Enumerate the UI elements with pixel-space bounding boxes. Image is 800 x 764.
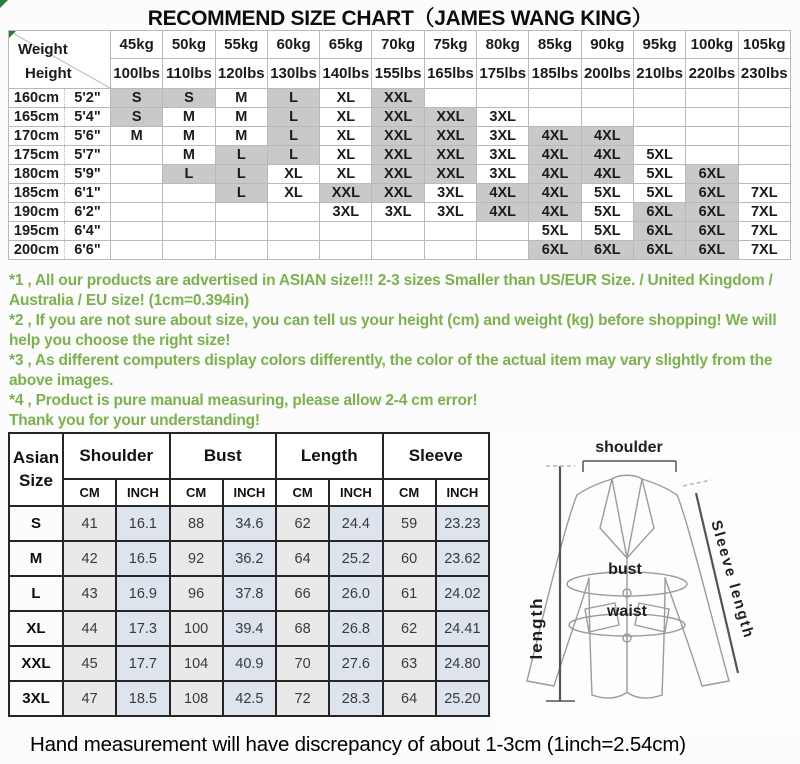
size-cell: XL	[267, 184, 319, 203]
size-cell	[477, 222, 529, 241]
size-cell: M	[163, 108, 215, 127]
length-label: length	[527, 596, 546, 660]
size-cell: XXL	[372, 127, 424, 146]
group-header: Length	[276, 433, 383, 479]
measure-value-cell: 63	[383, 646, 436, 681]
size-cell	[111, 184, 163, 203]
height-ft-cell: 5'6"	[65, 127, 111, 146]
measure-value-cell: 24.80	[436, 646, 489, 681]
measure-value-cell: 61	[383, 576, 436, 611]
measure-value-cell: 44	[63, 611, 116, 646]
lbs-header-cell: 140lbs	[320, 59, 372, 89]
measure-value-cell: 23.23	[436, 506, 489, 541]
size-cell: S	[111, 89, 163, 108]
size-chart-body	[9, 89, 791, 260]
size-cell: M	[163, 146, 215, 165]
size-cell: M	[215, 108, 267, 127]
kg-header-cell: 45kg	[111, 31, 163, 59]
size-cell: 6XL	[581, 241, 633, 260]
size-cell	[424, 89, 476, 108]
lbs-header-cell: 175lbs	[477, 59, 529, 89]
size-cell: 5XL	[529, 222, 581, 241]
measure-table-body	[9, 506, 489, 716]
kg-header-cell: 60kg	[267, 31, 319, 59]
height-cm-cell: 200cm	[9, 241, 65, 260]
measure-value-cell: 41	[63, 506, 116, 541]
height-ft-cell: 5'2"	[65, 89, 111, 108]
measure-value-cell: 26.8	[329, 611, 382, 646]
unit-header: INCH	[329, 479, 382, 506]
measure-row	[9, 646, 489, 681]
measure-value-cell: 60	[383, 541, 436, 576]
size-cell: 6XL	[686, 184, 738, 203]
note-line: *3 , As different computers display colors differently, the color of the actual item may vary slightly from the above images.	[9, 352, 773, 389]
size-cell	[215, 222, 267, 241]
size-cell: M	[111, 127, 163, 146]
height-cm-cell: 190cm	[9, 203, 65, 222]
measure-value-cell: 24.41	[436, 611, 489, 646]
size-cell: 7XL	[738, 241, 790, 260]
size-cell: 6XL	[633, 241, 685, 260]
kg-header-cell: 70kg	[372, 31, 424, 59]
size-cell: 6XL	[633, 222, 685, 241]
size-cell	[477, 89, 529, 108]
note-line: Thank you for your understanding!	[9, 412, 260, 429]
size-cell: L	[267, 108, 319, 127]
size-cell: 4XL	[529, 146, 581, 165]
measure-value-cell: 47	[63, 681, 116, 716]
kg-header-cell: 80kg	[477, 31, 529, 59]
corner-cell	[9, 31, 111, 89]
height-cm-cell: 180cm	[9, 165, 65, 184]
size-cell: XL	[320, 89, 372, 108]
size-cell: M	[215, 127, 267, 146]
size-cell	[111, 165, 163, 184]
size-cell: XXL	[424, 108, 476, 127]
size-cell: S	[163, 89, 215, 108]
unit-header: CM	[63, 479, 116, 506]
size-cell: XXL	[424, 165, 476, 184]
weight-label: Weight	[18, 41, 68, 58]
kg-header-cell: 75kg	[424, 31, 476, 59]
size-cell: 5XL	[633, 146, 685, 165]
size-label-cell: L	[9, 576, 63, 611]
height-row	[9, 241, 791, 260]
measure-value-cell: 26.0	[329, 576, 382, 611]
measure-value-cell: 43	[63, 576, 116, 611]
size-cell: XL	[320, 146, 372, 165]
unit-header: INCH	[436, 479, 489, 506]
size-cell	[320, 222, 372, 241]
size-cell: 3XL	[320, 203, 372, 222]
size-cell	[111, 222, 163, 241]
size-cell: 4XL	[529, 184, 581, 203]
size-cell: M	[163, 127, 215, 146]
waist-label: waist	[606, 603, 648, 620]
size-label-cell: M	[9, 541, 63, 576]
measure-value-cell: 42.5	[223, 681, 276, 716]
size-cell	[163, 222, 215, 241]
size-cell	[267, 222, 319, 241]
height-ft-cell: 6'4"	[65, 222, 111, 241]
size-cell: L	[267, 89, 319, 108]
measure-value-cell: 59	[383, 506, 436, 541]
measure-value-cell: 17.7	[116, 646, 169, 681]
lbs-header-cell: 220lbs	[686, 59, 738, 89]
size-cell: 3XL	[424, 203, 476, 222]
group-header: Shoulder	[63, 433, 170, 479]
size-cell: 6XL	[686, 241, 738, 260]
size-cell	[111, 241, 163, 260]
measure-guides	[546, 461, 738, 701]
size-cell: XL	[320, 165, 372, 184]
size-cell	[215, 241, 267, 260]
note-line: *4 , Product is pure manual measuring, please allow 2-4 cm error!	[9, 392, 478, 409]
measure-value-cell: 72	[276, 681, 329, 716]
unit-header: CM	[383, 479, 436, 506]
size-cell	[581, 108, 633, 127]
size-cell	[529, 108, 581, 127]
height-label: Height	[25, 65, 72, 82]
measure-value-cell: 18.5	[116, 681, 169, 716]
size-cell: 3XL	[372, 203, 424, 222]
height-cm-cell: 170cm	[9, 127, 65, 146]
lbs-header-cell: 165lbs	[424, 59, 476, 89]
size-cell: 4XL	[529, 203, 581, 222]
measure-value-cell: 23.62	[436, 541, 489, 576]
size-cell	[738, 127, 790, 146]
height-cm-cell: 160cm	[9, 89, 65, 108]
group-header: Sleeve	[383, 433, 490, 479]
measure-value-cell: 37.8	[223, 576, 276, 611]
size-cell	[738, 146, 790, 165]
measure-value-cell: 70	[276, 646, 329, 681]
green-corner-marker-icon	[0, 0, 8, 8]
size-cell	[372, 241, 424, 260]
size-cell: L	[163, 165, 215, 184]
size-cell	[686, 146, 738, 165]
measure-group-row	[9, 433, 489, 479]
height-ft-cell: 6'2"	[65, 203, 111, 222]
size-cell	[267, 203, 319, 222]
asian-size-header: Asian Size	[9, 433, 63, 506]
measure-value-cell: 39.4	[223, 611, 276, 646]
size-cell: XL	[320, 108, 372, 127]
kg-header-cell: 95kg	[633, 31, 685, 59]
size-cell: 6XL	[633, 203, 685, 222]
lbs-header-cell: 130lbs	[267, 59, 319, 89]
height-cm-cell: 175cm	[9, 146, 65, 165]
measure-value-cell: 108	[170, 681, 223, 716]
size-cell: 6XL	[686, 165, 738, 184]
size-cell: 3XL	[477, 108, 529, 127]
measure-value-cell: 16.1	[116, 506, 169, 541]
size-cell: 5XL	[581, 203, 633, 222]
note-line: *1 , All our products are advertised in ASIAN size!!! 2-3 sizes Smaller than US/EUR Size. / United Kingdom / Australia / EU size! (1cm=0.394in)	[9, 272, 773, 309]
measure-value-cell: 36.2	[223, 541, 276, 576]
size-cell: 4XL	[529, 127, 581, 146]
measure-value-cell: 34.6	[223, 506, 276, 541]
measure-value-cell: 62	[276, 506, 329, 541]
size-cell	[738, 89, 790, 108]
measure-value-cell: 42	[63, 541, 116, 576]
size-cell: M	[215, 89, 267, 108]
height-row	[9, 184, 791, 203]
kg-header-cell: 100kg	[686, 31, 738, 59]
kg-header-cell: 55kg	[215, 31, 267, 59]
height-row	[9, 146, 791, 165]
unit-header: CM	[276, 479, 329, 506]
measure-value-cell: 66	[276, 576, 329, 611]
size-cell: 4XL	[581, 146, 633, 165]
measure-value-cell: 27.6	[329, 646, 382, 681]
notes	[9, 271, 789, 431]
height-ft-cell: 6'1"	[65, 184, 111, 203]
measure-unit-row	[9, 479, 489, 506]
measure-value-cell: 64	[276, 541, 329, 576]
size-cell	[633, 108, 685, 127]
size-cell	[633, 89, 685, 108]
size-cell: XXL	[372, 165, 424, 184]
size-cell: L	[267, 127, 319, 146]
size-cell: XL	[320, 127, 372, 146]
size-cell: 4XL	[529, 165, 581, 184]
shoulder-label: shoulder	[595, 439, 663, 456]
size-cell	[529, 89, 581, 108]
lbs-header-cell: 200lbs	[581, 59, 633, 89]
size-cell: L	[215, 146, 267, 165]
page-title: RECOMMEND SIZE CHART（JAMES WANG KING）	[147, 7, 653, 30]
size-cell: 6XL	[686, 203, 738, 222]
size-cell	[163, 203, 215, 222]
lbs-header-cell: 210lbs	[633, 59, 685, 89]
size-cell	[581, 89, 633, 108]
group-header: Bust	[170, 433, 277, 479]
size-cell	[686, 108, 738, 127]
size-cell: 6XL	[529, 241, 581, 260]
size-cell	[424, 241, 476, 260]
measure-row	[9, 506, 489, 541]
measure-value-cell: 62	[383, 611, 436, 646]
size-label-cell: XXL	[9, 646, 63, 681]
size-cell: 3XL	[477, 165, 529, 184]
height-ft-cell: 6'6"	[65, 241, 111, 260]
measure-value-cell: 17.3	[116, 611, 169, 646]
measure-value-cell: 88	[170, 506, 223, 541]
measure-value-cell: 24.4	[329, 506, 382, 541]
unit-header: INCH	[116, 479, 169, 506]
kg-header-cell: 85kg	[529, 31, 581, 59]
footer-note: Hand measurement will have discrepancy of about 1-3cm (1inch=2.54cm)	[30, 733, 686, 756]
size-cell: 6XL	[686, 222, 738, 241]
height-ft-cell: 5'9"	[65, 165, 111, 184]
size-cell: XXL	[424, 146, 476, 165]
size-chart-table	[8, 30, 791, 260]
size-cell: L	[215, 165, 267, 184]
size-cell: XXL	[372, 89, 424, 108]
height-row	[9, 165, 791, 184]
kg-header-cell: 65kg	[320, 31, 372, 59]
lbs-header-cell: 155lbs	[372, 59, 424, 89]
height-ft-cell: 5'4"	[65, 108, 111, 127]
lbs-header-row	[9, 59, 791, 89]
bust-label: bust	[608, 561, 642, 578]
lbs-header-cell: 230lbs	[738, 59, 790, 89]
size-cell: 7XL	[738, 184, 790, 203]
size-cell: XXL	[372, 108, 424, 127]
measure-value-cell: 16.9	[116, 576, 169, 611]
size-cell	[686, 89, 738, 108]
size-cell	[372, 222, 424, 241]
size-cell: XXL	[320, 184, 372, 203]
height-row	[9, 89, 791, 108]
height-row	[9, 127, 791, 146]
height-cm-cell: 185cm	[9, 184, 65, 203]
size-cell: XXL	[372, 146, 424, 165]
height-ft-cell: 5'7"	[65, 146, 111, 165]
size-cell: 3XL	[424, 184, 476, 203]
size-label-cell: 3XL	[9, 681, 63, 716]
size-label-cell: S	[9, 506, 63, 541]
measure-value-cell: 28.3	[329, 681, 382, 716]
sleeve-length-label: Sleeve length	[707, 518, 758, 642]
size-cell: 3XL	[477, 146, 529, 165]
lbs-header-cell: 185lbs	[529, 59, 581, 89]
size-cell: XXL	[372, 184, 424, 203]
size-cell	[686, 127, 738, 146]
kg-header-cell: 90kg	[581, 31, 633, 59]
measure-value-cell: 92	[170, 541, 223, 576]
size-cell: 4XL	[581, 127, 633, 146]
size-cell: 4XL	[477, 184, 529, 203]
green-corner-marker-icon	[9, 31, 16, 38]
size-cell: 5XL	[633, 184, 685, 203]
measure-value-cell: 64	[383, 681, 436, 716]
measure-value-cell: 100	[170, 611, 223, 646]
measure-value-cell: 16.5	[116, 541, 169, 576]
size-cell	[111, 146, 163, 165]
measure-value-cell: 25.20	[436, 681, 489, 716]
measure-row	[9, 576, 489, 611]
size-cell	[163, 184, 215, 203]
kg-header-row	[9, 31, 791, 59]
lbs-header-cell: 120lbs	[215, 59, 267, 89]
size-cell: XL	[267, 165, 319, 184]
size-cell: 7XL	[738, 222, 790, 241]
size-cell: S	[111, 108, 163, 127]
size-cell: 5XL	[581, 184, 633, 203]
measure-value-cell: 40.9	[223, 646, 276, 681]
size-cell	[738, 108, 790, 127]
measure-row	[9, 541, 489, 576]
lbs-header-cell: 100lbs	[111, 59, 163, 89]
measure-row	[9, 611, 489, 646]
note-line: *2 , If you are not sure about size, you can tell us your height (cm) and weight (kg) before shopping! We will help you choose the right size!	[9, 312, 777, 349]
measure-value-cell: 96	[170, 576, 223, 611]
size-cell	[111, 203, 163, 222]
measure-value-cell: 68	[276, 611, 329, 646]
lbs-header-cell: 110lbs	[163, 59, 215, 89]
size-cell: 4XL	[477, 203, 529, 222]
unit-header: INCH	[223, 479, 276, 506]
measure-value-cell: 24.02	[436, 576, 489, 611]
unit-header: CM	[170, 479, 223, 506]
kg-header-cell: 105kg	[738, 31, 790, 59]
height-cm-cell: 165cm	[9, 108, 65, 127]
measure-value-cell: 104	[170, 646, 223, 681]
size-label-cell: XL	[9, 611, 63, 646]
measure-value-cell: 45	[63, 646, 116, 681]
height-row	[9, 108, 791, 127]
size-cell	[215, 203, 267, 222]
size-cell: 5XL	[633, 165, 685, 184]
height-cm-cell: 195cm	[9, 222, 65, 241]
size-cell	[163, 241, 215, 260]
measure-value-cell: 25.2	[329, 541, 382, 576]
size-cell: XXL	[424, 127, 476, 146]
size-cell	[738, 165, 790, 184]
height-row	[9, 203, 791, 222]
size-cell	[267, 241, 319, 260]
size-cell: L	[267, 146, 319, 165]
measure-table	[8, 432, 490, 717]
size-cell: 7XL	[738, 203, 790, 222]
size-cell	[477, 241, 529, 260]
size-cell	[424, 222, 476, 241]
kg-header-cell: 50kg	[163, 31, 215, 59]
size-cell: L	[215, 184, 267, 203]
size-cell	[633, 127, 685, 146]
measure-row	[9, 681, 489, 716]
jacket-diagram	[497, 433, 797, 733]
size-cell: 3XL	[477, 127, 529, 146]
size-cell: 5XL	[581, 222, 633, 241]
size-cell	[320, 241, 372, 260]
height-row	[9, 222, 791, 241]
size-cell: 4XL	[581, 165, 633, 184]
